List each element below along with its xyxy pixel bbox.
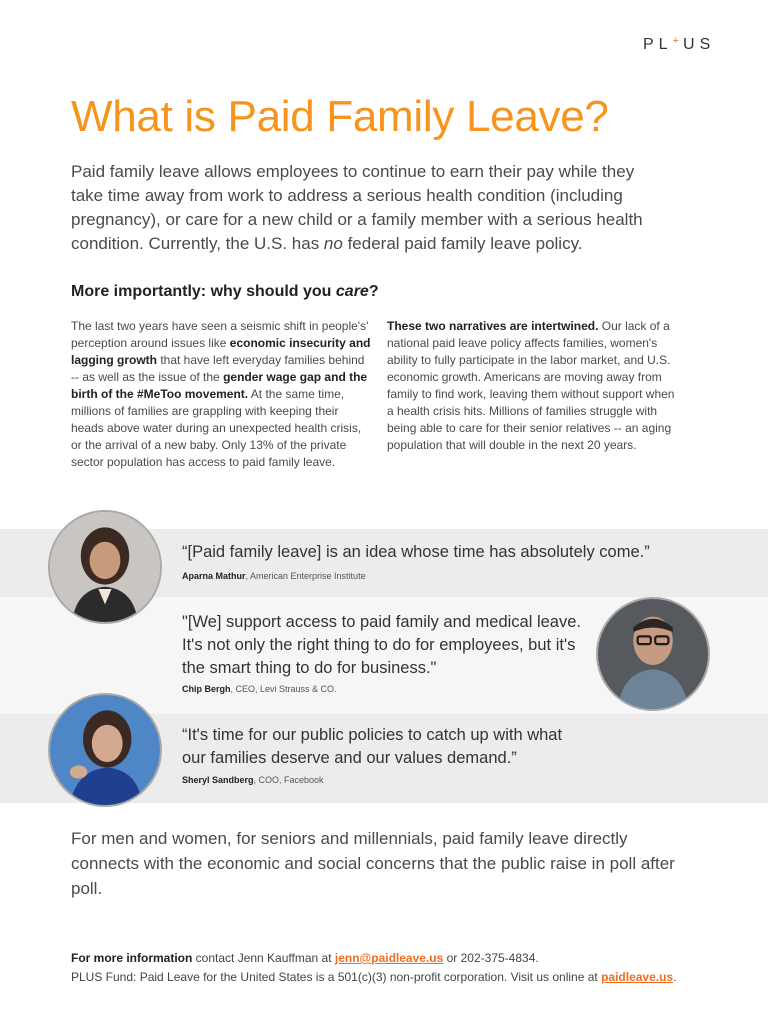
quote-2-attribution: Chip Bergh, CEO, Levi Strauss & CO. [182,684,337,694]
aparna-mathur-photo [48,510,162,624]
page-title: What is Paid Family Leave? [71,92,609,141]
website-link[interactable]: paidleave.us [601,970,674,984]
section-subheading: More importantly: why should you care? [71,283,379,300]
quote-3-text: “It's time for our public policies to catch up with what our families deserve and our values demand.” [182,726,563,767]
footer [71,949,676,987]
quote-1-attribution: Aparna Mathur, American Enterprise Institute [182,571,366,581]
footer-org-line: PLUS Fund: Paid Leave for the United States is a 501(c)(3) non-profit corporation. Visit us online at paidleave.us. [71,970,677,984]
sheryl-sandberg-photo [48,693,162,807]
plus-logo: PL+ US [643,35,716,53]
quote-3-attribution: Sheryl Sandberg, COO, Facebook [182,775,324,785]
footer-contact-line: For more information contact Jenn Kauffman at jenn@paidleave.us or 202-375-4834. [71,951,539,965]
closing-paragraph: For men and women, for seniors and millennials, paid family leave directly connects with the economic and social concerns that the public raise in poll after poll. [71,829,675,898]
quote-1-text: “[Paid family leave] is an idea whose time has absolutely come.” [182,543,650,561]
chip-bergh-photo [596,597,710,711]
logo-plus-mark: + [672,35,680,47]
email-link[interactable]: jenn@paidleave.us [334,951,444,965]
quote-2-text: "[We] support access to paid family and medical leave. It's not only the right thing to do for employees, but it's the smart thing to do for business." [182,613,581,677]
left-column-text: The last two years have seen a seismic shift in people's' perception around issues like economic insecurity and lagging growth that have left everyday families behind -- as well as the issue of the gender wage gap and the birth of the #MeToo movement. At the same time, millions of families are grappling with keeping their heads above water during an unexpected health crisis, or the arrival of a new baby. Only 13% of the private sector population has access to paid family leave. [71,319,371,469]
right-column-text: These two narratives are intertwined. Our lack of a national paid leave policy affects families, women's ability to fully participate in the labor market, and U.S. economic growth. Americans are moving away from family to find work, leaving them without support when a health crisis hits. Millions of families struggle with being able to care for their senior relatives -- an aging population that will double in the next 20 years. [387,319,675,452]
intro-paragraph: Paid family leave allows employees to continue to earn their pay while they take time away from work to address a serious health condition (including pregnancy), or care for a new child or a family member with a serious health condition. Currently, the U.S. has no federal paid family leave policy. [71,162,643,253]
